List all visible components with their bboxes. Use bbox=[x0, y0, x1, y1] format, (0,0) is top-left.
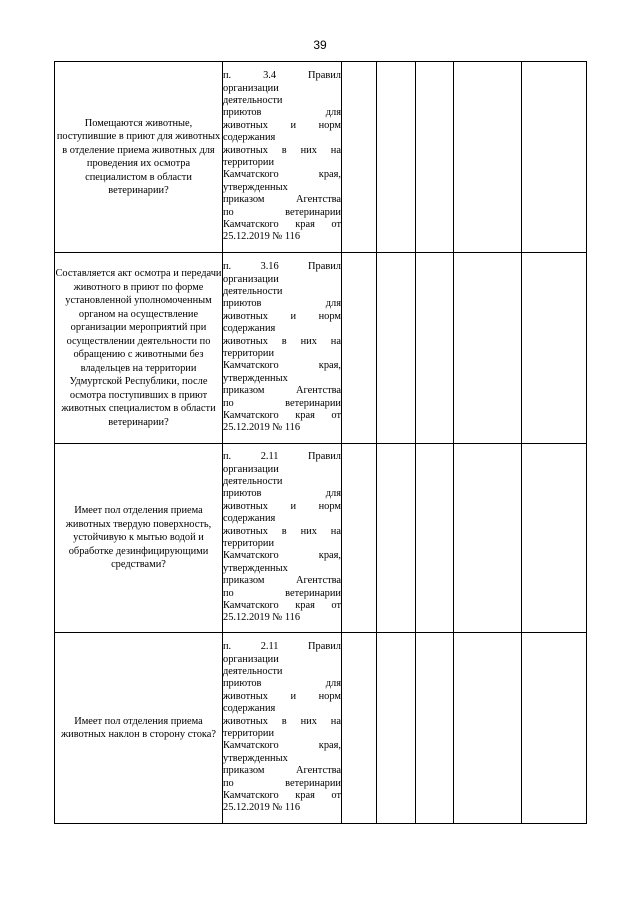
reference-word: на bbox=[330, 525, 341, 537]
reference-word: по bbox=[223, 587, 234, 599]
reference-line bbox=[223, 398, 341, 410]
reference-word: животных bbox=[223, 690, 268, 702]
reference-word: по bbox=[223, 777, 234, 789]
reference-line bbox=[223, 261, 341, 273]
reference-word: Камчатского bbox=[223, 219, 279, 231]
reference-cell bbox=[223, 62, 342, 253]
reference-word: приютов bbox=[223, 678, 262, 690]
reference-word: для bbox=[325, 107, 341, 119]
reference-word: ветеринарии bbox=[285, 206, 341, 218]
reference-line bbox=[223, 348, 341, 360]
reference-word: приказом bbox=[223, 765, 265, 777]
reference-line bbox=[223, 740, 341, 752]
reference-word: Камчатского bbox=[223, 360, 279, 372]
reference-word: утвержденных bbox=[223, 181, 288, 193]
reference-word: Правил bbox=[308, 261, 341, 273]
note-cell[interactable] bbox=[454, 62, 522, 253]
reference-word: приказом bbox=[223, 194, 265, 206]
reference-word: утвержденных bbox=[223, 372, 288, 384]
reference-line bbox=[223, 385, 341, 397]
answer-not-applicable-cell[interactable] bbox=[416, 633, 454, 824]
reference-word: от bbox=[331, 790, 341, 802]
reference-line bbox=[223, 360, 341, 372]
reference-word: содержания bbox=[223, 513, 276, 525]
reference-word: п. bbox=[223, 70, 232, 82]
checklist-table bbox=[54, 61, 587, 824]
reference-word: Камчатского bbox=[223, 600, 279, 612]
reference-line bbox=[223, 678, 341, 690]
reference-word: 3.16 bbox=[260, 261, 279, 273]
reference-word: п. bbox=[223, 641, 232, 653]
reference-word: Камчатского bbox=[223, 410, 279, 422]
reference-line bbox=[223, 182, 341, 194]
reference-line bbox=[223, 691, 341, 703]
reference-line bbox=[223, 132, 341, 144]
reference-word: Агентства bbox=[295, 385, 341, 397]
reference-word: Агентства bbox=[295, 765, 341, 777]
reference-word: них bbox=[300, 525, 317, 537]
reference-word: Камчатского bbox=[223, 169, 279, 181]
reference-cell bbox=[223, 633, 342, 824]
reference-word: для bbox=[325, 488, 341, 500]
reference-line bbox=[223, 83, 341, 95]
note-cell[interactable] bbox=[454, 633, 522, 824]
reference-word: края bbox=[295, 410, 315, 422]
reference-line bbox=[223, 107, 341, 119]
reference-line bbox=[223, 501, 341, 513]
reference-line bbox=[223, 600, 341, 612]
reference-word: 2.11 bbox=[260, 451, 279, 463]
reference-line bbox=[223, 612, 341, 624]
question-cell: Помещаются животные, поступившие в приют для животных в отделение приема животных для проведения их осмотра специалистом в области ветеринарии? bbox=[55, 62, 223, 253]
reference-word: животных bbox=[223, 310, 268, 322]
reference-word: деятельности bbox=[223, 665, 283, 677]
reference-word: норм bbox=[318, 310, 341, 322]
reference-line bbox=[223, 728, 341, 740]
reference-word: по bbox=[223, 206, 234, 218]
reference-line bbox=[223, 464, 341, 476]
reference-word: на bbox=[330, 144, 341, 156]
note-cell[interactable] bbox=[454, 444, 522, 633]
reference-line bbox=[223, 373, 341, 385]
answer-no-cell[interactable] bbox=[377, 633, 416, 824]
reference-line bbox=[223, 410, 341, 422]
reference-word: животных bbox=[223, 119, 268, 131]
table-row bbox=[55, 253, 587, 444]
answer-no-cell[interactable] bbox=[377, 62, 416, 253]
reference-word: 25.12.2019 № 116 bbox=[223, 802, 301, 814]
reference-word: территории bbox=[223, 348, 275, 359]
reference-word: 2.11 bbox=[260, 641, 279, 653]
reference-line bbox=[223, 778, 341, 790]
reference-word: п. bbox=[223, 451, 232, 463]
reference-line bbox=[223, 231, 341, 243]
reference-word: Камчатского bbox=[223, 790, 279, 802]
reference-line bbox=[223, 575, 341, 587]
reference-line bbox=[223, 666, 341, 678]
comment-cell[interactable] bbox=[522, 62, 587, 253]
reference-word: организации bbox=[223, 82, 279, 94]
reference-line bbox=[223, 298, 341, 310]
reference-line bbox=[223, 802, 341, 814]
reference-line bbox=[223, 70, 341, 82]
reference-word: норм bbox=[318, 119, 341, 131]
page-number: 39 bbox=[313, 38, 327, 52]
reference-word: края bbox=[295, 600, 315, 612]
reference-word: утвержденных bbox=[223, 562, 288, 574]
reference-line bbox=[223, 765, 341, 777]
reference-line bbox=[223, 286, 341, 298]
reference-line bbox=[223, 476, 341, 488]
reference-word: деятельности bbox=[223, 475, 283, 487]
reference-line bbox=[223, 95, 341, 107]
answer-yes-cell[interactable] bbox=[342, 62, 377, 253]
reference-word: приютов bbox=[223, 488, 262, 500]
reference-word: приказом bbox=[223, 385, 265, 397]
reference-word: в bbox=[281, 715, 287, 727]
question-cell: Составляется акт осмотра и передачи животного в приют по форме установленной уполномоченным органом на осуществление организации мероприятий при осуществлении деятельности по обращению с животными без владельцев на территории Удмуртской Республики, после осмотра поступивших в приют животных специалистом в области ветеринарии? bbox=[55, 253, 223, 444]
reference-line bbox=[223, 588, 341, 600]
reference-word: содержания bbox=[223, 132, 276, 144]
answer-yes-cell[interactable] bbox=[342, 633, 377, 824]
answer-not-applicable-cell[interactable] bbox=[416, 62, 454, 253]
reference-line bbox=[223, 550, 341, 562]
reference-word: на bbox=[330, 715, 341, 727]
reference-word: и bbox=[290, 500, 297, 512]
note-cell[interactable] bbox=[454, 253, 522, 444]
reference-word: края bbox=[295, 790, 315, 802]
reference-word: приказом bbox=[223, 575, 265, 587]
reference-line bbox=[223, 526, 341, 538]
table-row bbox=[55, 444, 587, 633]
reference-word: них bbox=[300, 144, 317, 156]
reference-word: в bbox=[281, 335, 287, 347]
reference-word: норм bbox=[318, 690, 341, 702]
reference-word: и bbox=[290, 119, 297, 131]
answer-no-cell[interactable] bbox=[377, 253, 416, 444]
reference-line bbox=[223, 513, 341, 525]
reference-word: норм bbox=[318, 500, 341, 512]
reference-word: 25.12.2019 № 116 bbox=[223, 422, 301, 434]
reference-word: животных bbox=[223, 715, 268, 727]
reference-word: на bbox=[330, 335, 341, 347]
table-row bbox=[55, 62, 587, 253]
reference-line bbox=[223, 703, 341, 715]
reference-word: утвержденных bbox=[223, 752, 288, 764]
reference-line bbox=[223, 194, 341, 206]
reference-word: организации bbox=[223, 273, 279, 285]
reference-word: Правил bbox=[308, 70, 341, 82]
table-row bbox=[55, 633, 587, 824]
comment-cell[interactable] bbox=[522, 633, 587, 824]
reference-word: деятельности bbox=[223, 94, 283, 106]
reference-line bbox=[223, 654, 341, 666]
reference-line bbox=[223, 336, 341, 348]
question-cell: Имеет пол отделения приема животных твердую поверхность, устойчивую к мытью водой и обработке дезинфицирующими средствами? bbox=[55, 444, 223, 633]
answer-not-applicable-cell[interactable] bbox=[416, 253, 454, 444]
reference-line bbox=[223, 169, 341, 181]
reference-line bbox=[223, 563, 341, 575]
reference-word: Правил bbox=[308, 641, 341, 653]
reference-word: края, bbox=[318, 740, 341, 752]
reference-line bbox=[223, 311, 341, 323]
comment-cell[interactable] bbox=[522, 444, 587, 633]
reference-word: и bbox=[290, 310, 297, 322]
reference-line bbox=[223, 274, 341, 286]
reference-line bbox=[223, 538, 341, 550]
reference-word: территории bbox=[223, 157, 275, 168]
reference-word: территории bbox=[223, 728, 275, 739]
question-cell: Имеет пол отделения приема животных наклон в сторону стока? bbox=[55, 633, 223, 824]
reference-line bbox=[223, 207, 341, 219]
reference-line bbox=[223, 120, 341, 132]
reference-word: животных bbox=[223, 500, 268, 512]
comment-cell[interactable] bbox=[522, 253, 587, 444]
reference-line bbox=[223, 641, 341, 653]
reference-cell bbox=[223, 444, 342, 633]
reference-line bbox=[223, 323, 341, 335]
reference-word: п. bbox=[223, 261, 232, 273]
reference-word: ветеринарии bbox=[285, 587, 341, 599]
reference-word: Агентства bbox=[295, 575, 341, 587]
reference-word: по bbox=[223, 397, 234, 409]
reference-line bbox=[223, 488, 341, 500]
reference-word: края, bbox=[318, 169, 341, 181]
reference-word: животных bbox=[223, 525, 268, 537]
reference-word: от bbox=[331, 410, 341, 422]
reference-word: 25.12.2019 № 116 bbox=[223, 231, 301, 243]
reference-line bbox=[223, 716, 341, 728]
reference-line bbox=[223, 145, 341, 157]
reference-word: животных bbox=[223, 144, 268, 156]
reference-line bbox=[223, 451, 341, 463]
reference-line bbox=[223, 157, 341, 169]
reference-word: организации bbox=[223, 463, 279, 475]
reference-line bbox=[223, 790, 341, 802]
reference-line bbox=[223, 753, 341, 765]
reference-word: от bbox=[331, 219, 341, 231]
reference-word: в bbox=[281, 525, 287, 537]
reference-word: них bbox=[300, 715, 317, 727]
reference-word: от bbox=[331, 600, 341, 612]
reference-line bbox=[223, 219, 341, 231]
reference-word: организации bbox=[223, 653, 279, 665]
reference-word: края, bbox=[318, 360, 341, 372]
answer-not-applicable-cell[interactable] bbox=[416, 444, 454, 633]
answer-no-cell[interactable] bbox=[377, 444, 416, 633]
answer-yes-cell[interactable] bbox=[342, 444, 377, 633]
reference-cell bbox=[223, 253, 342, 444]
reference-word: для bbox=[325, 678, 341, 690]
reference-word: для bbox=[325, 298, 341, 310]
reference-word: животных bbox=[223, 335, 268, 347]
reference-word: содержания bbox=[223, 323, 276, 335]
reference-line bbox=[223, 422, 341, 434]
reference-word: содержания bbox=[223, 703, 276, 715]
reference-word: территории bbox=[223, 538, 275, 549]
reference-word: Камчатского bbox=[223, 550, 279, 562]
reference-word: в bbox=[281, 144, 287, 156]
reference-word: Правил bbox=[308, 451, 341, 463]
reference-word: 3.4 bbox=[263, 70, 277, 82]
reference-word: Камчатского bbox=[223, 740, 279, 752]
reference-word: них bbox=[300, 335, 317, 347]
reference-word: приютов bbox=[223, 107, 262, 119]
reference-word: Агентства bbox=[295, 194, 341, 206]
reference-word: 25.12.2019 № 116 bbox=[223, 612, 301, 624]
reference-word: края bbox=[295, 219, 315, 231]
reference-word: приютов bbox=[223, 298, 262, 310]
reference-word: ветеринарии bbox=[285, 777, 341, 789]
reference-word: ветеринарии bbox=[285, 397, 341, 409]
reference-word: деятельности bbox=[223, 285, 283, 297]
answer-yes-cell[interactable] bbox=[342, 253, 377, 444]
reference-word: края, bbox=[318, 550, 341, 562]
reference-word: и bbox=[290, 690, 297, 702]
